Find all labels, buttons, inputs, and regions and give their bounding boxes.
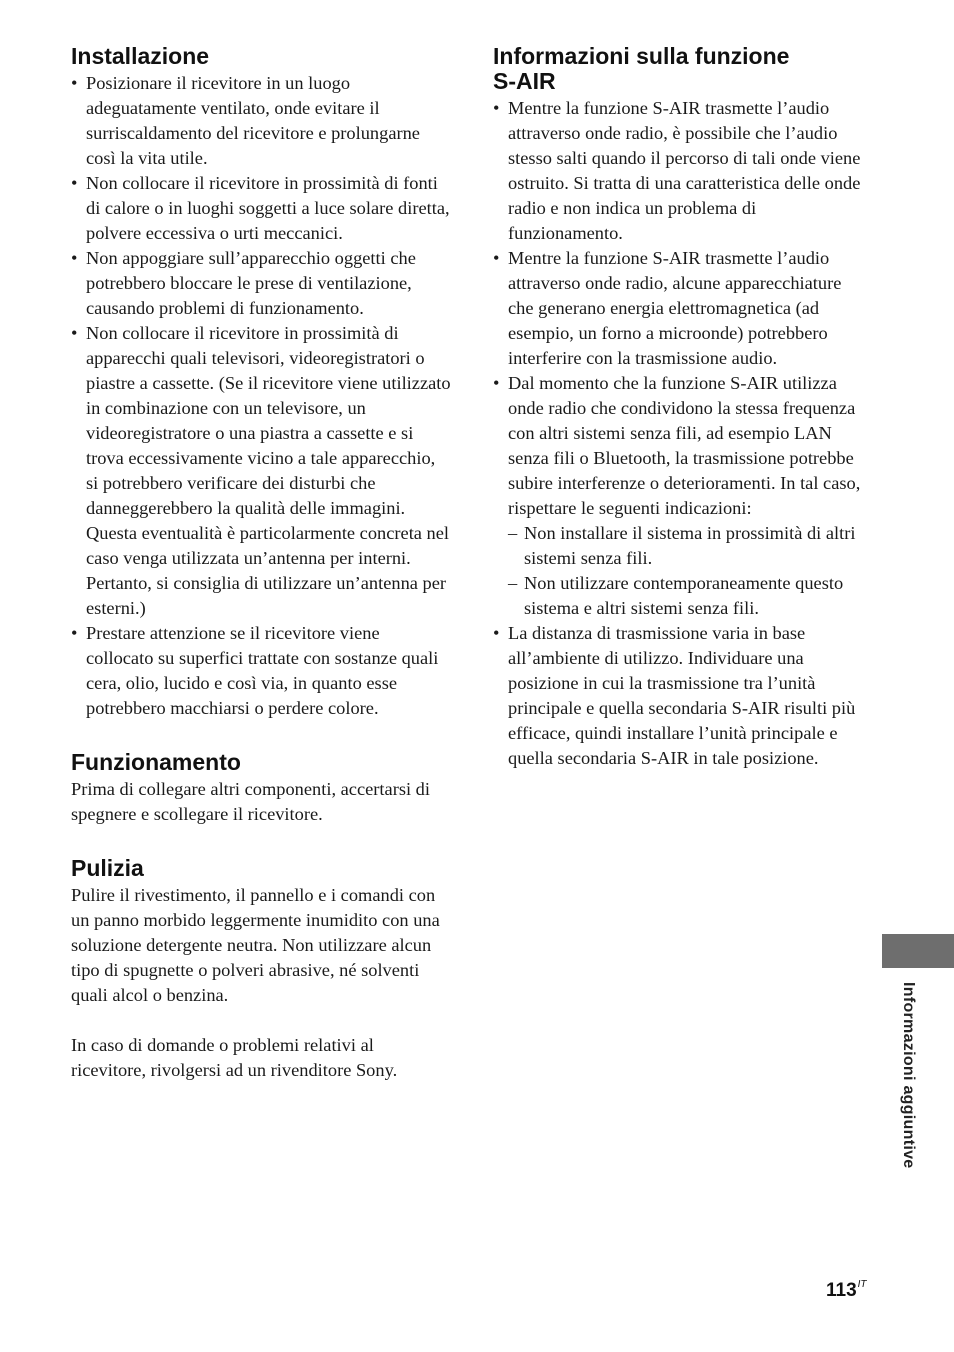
heading-sair [493, 44, 869, 94]
list-item [493, 371, 869, 621]
list-item: • Non appoggiare sull’apparecchio oggetti che potrebbero bloccare le prese di ventilazione, causando problemi di funzionamento. [71, 246, 451, 321]
page-number-value: 113 [826, 1280, 857, 1301]
sub-list-item: – Non utilizzare contemporaneamente questo sistema e altri sistemi senza fili. [508, 571, 869, 621]
sair-sublist [508, 521, 869, 621]
list-item: • La distanza di trasmissione varia in base all’ambiente di utilizzo. Individuare una posizione in cui la trasmissione tra l’unità principale e quella secondaria S-AIR risulti più efficace, quindi installare l’unità principale e quella secondaria S-AIR in tale posizione. [493, 621, 869, 771]
list-item: • Prestare attenzione se il ricevitore viene collocato su superfici trattate con sostanze quali cera, olio, lucido e così via, in quanto esse potrebbero macchiarsi o perdere colore. [71, 621, 451, 721]
pulizia-text: Pulire il rivestimento, il pannello e i comandi con un panno morbido leggermente inumidito con una soluzione detergente neutra. Non utilizzare alcun tipo di spugnette o polveri abrasive, né solventi quali alcol o benzina. [71, 885, 440, 1005]
side-section-label: Informazioni aggiuntive [900, 982, 917, 1169]
sair-list [493, 96, 869, 771]
heading-sair-line2: S-AIR [493, 68, 556, 94]
heading-sair-line1: Informazioni sulla funzione [493, 43, 790, 69]
section-tab-marker [882, 934, 954, 968]
list-item: • Non collocare il ricevitore in prossimità di fonti di calore o in luoghi soggetti a luce solare diretta, polvere eccessiva o urti meccanici. [71, 171, 451, 246]
section-pulizia [71, 856, 451, 1083]
list-item: • Posizionare il ricevitore in un luogo adeguatamente ventilato, onde evitare il surriscaldamento del ricevitore e prolungarne così la vita utile. [71, 71, 451, 171]
list-item: • Mentre la funzione S-AIR trasmette l’audio attraverso onde radio, è possibile che l’audio stesso salti quando il percorso di tali onde viene ostruito. Si tratta di una caratteristica delle onde radio e non indica un problema di funzionamento. [493, 96, 869, 246]
section-installazione [71, 44, 451, 721]
heading-funzionamento: Funzionamento [71, 749, 241, 775]
page-number [826, 1280, 867, 1302]
sub-list-item: – Non installare il sistema in prossimità di altri sistemi senza fili. [508, 521, 869, 571]
funzionamento-text: Prima di collegare altri componenti, accertarsi di spegnere e scollegare il ricevitore. [71, 779, 430, 824]
heading-pulizia: Pulizia [71, 855, 144, 881]
page-language-suffix: IT [857, 1279, 867, 1290]
section-funzionamento [71, 750, 451, 827]
right-column [493, 44, 869, 800]
left-column [71, 44, 451, 1112]
pulizia-contact-text: In caso di domande o problemi relativi al ricevitore, rivolgersi ad un rivenditore Sony. [71, 1035, 398, 1080]
heading-installazione: Installazione [71, 43, 210, 69]
installazione-list [71, 71, 451, 721]
list-item-text: Dal momento che la funzione S-AIR utilizza onde radio che condividono la stessa frequenza con altri sistemi senza fili, ad esempio LAN senza fili o Bluetooth, la trasmissione potrebbe subire interferenze o deterioramenti. In tal caso, rispettare le seguenti indicazioni: [508, 373, 861, 518]
list-item: • Non collocare il ricevitore in prossimità di apparecchi quali televisori, videoregistratori o piastre a cassette. (Se il ricevitore viene utilizzato in combinazione con un televisore, un videoregistratore o una piastra a cassette e si trova eccessivamente vicino a tale apparecchio, si potrebbero verificare dei disturbi che danneggerebbero la qualità delle immagini. Questa eventualità è particolarmente concreta nel caso venga utilizzata un’antenna per interni. Pertanto, si consiglia di utilizzare un’antenna per esterni.) [71, 321, 451, 621]
list-item: • Mentre la funzione S-AIR trasmette l’audio attraverso onde radio, alcune apparecchiature che generano energia elettromagnetica (ad esempio, un forno a microonde) potrebbero interferire con la trasmissione audio. [493, 246, 869, 371]
section-sair [493, 44, 869, 771]
